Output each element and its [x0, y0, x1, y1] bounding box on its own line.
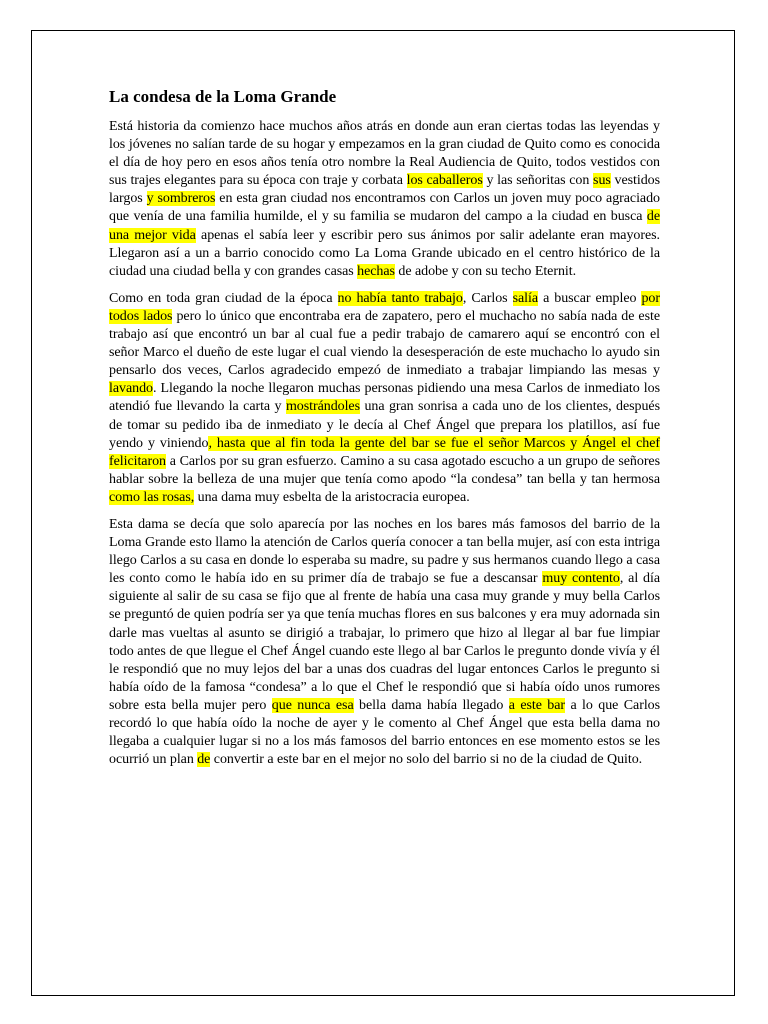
- highlighted-text: hechas: [357, 263, 395, 279]
- highlighted-text: los caballeros: [406, 173, 483, 189]
- paragraph-1: [109, 118, 660, 281]
- highlighted-text: no había tanto trabajo: [337, 290, 463, 306]
- text-run: a lo que Carlos recordó lo que había oído la noche de ayer y le comento al Chef Ángel que esta bella dama no llegaba a cualquier lugar si no a los más famosos del barrio entonces en ese momento estos se les ocurrió un plan: [109, 697, 661, 768]
- text-run: apenas el sabía leer y escribir pero sus ánimos por salir adelante eran mayores. Llegaron así a un a barrio conocido como La Loma Grande ubicado en el centro histórico de la ciudad una ciudad bella y con grandes casas: [109, 227, 660, 279]
- document-content: [109, 87, 660, 778]
- text-run: Esta dama se decía que solo aparecía por las noches en los bares más famosos del barrio de la Loma Grande esto llamo la atención de Carlos quería conocer a tan bella mujer, así con esta intriga llego Carlos a su casa en donde lo esperaba su madre, su padre y sus hermanos cuando llego a casa les conto como le había ido en su primer día de trabajo se fue a descansar: [109, 516, 660, 587]
- highlighted-text: que nunca esa: [271, 697, 354, 713]
- text-run: a buscar empleo: [538, 290, 642, 306]
- highlighted-text: a este bar: [508, 697, 566, 713]
- highlighted-text: por todos lados: [109, 290, 660, 324]
- highlighted-text: sus: [593, 173, 611, 189]
- highlighted-text: como las rosas,: [109, 489, 195, 505]
- text-run: . Llegando la noche llegaron muchas personas pidiendo una mesa Carlos de inmediato los atendió fue llevando la carta y: [109, 381, 660, 415]
- text-run: convertir a este bar en el mejor no solo del barrio si no de la ciudad de Quito.: [210, 752, 643, 768]
- paragraph-3: [109, 516, 660, 769]
- highlighted-text: , hasta que al fin toda la gente del bar se fue el señor Marcos y Ángel el chef felicitaron: [109, 435, 660, 469]
- text-run: a Carlos por su gran esfuerzo. Camino a su casa agotado escucho a un grupo de señores hablar sobre la belleza de una mujer que tenía como apodo “la condesa” tan bella y tan hermosa: [109, 453, 660, 487]
- highlighted-text: de: [197, 752, 211, 768]
- text-run: Como en toda gran ciudad de la época: [109, 290, 338, 306]
- document-title: La condesa de la Loma Grande: [109, 87, 337, 106]
- text-run: de adobe y con su techo Eternit.: [394, 263, 577, 279]
- text-run: , Carlos: [462, 290, 513, 306]
- text-run: una dama muy esbelta de la aristocracia europea.: [194, 489, 470, 505]
- highlighted-text: mostrándoles: [285, 399, 360, 415]
- text-run: y las señoritas con: [482, 173, 594, 189]
- highlighted-text: lavando: [109, 381, 153, 397]
- text-run: pero lo único que encontraba era de zapatero, pero el muchacho no sabía nada de este trabajo así que encontró un bar al cual fue a pedir trabajo de camarero aquí se encontró con el señor Marco el dueño de este lugar el cual viendo la desesperación de este muchacho lo ayudo sin pensarlo dos veces, Carlos agradecido empezó de inmediato a trabajar limpiando las mesas y: [109, 308, 660, 379]
- text-run: vestidos largos: [109, 173, 660, 207]
- highlighted-text: de una mejor vida: [109, 209, 660, 243]
- text-run: en esta gran ciudad nos encontramos con Carlos un joven muy poco agraciado que venía de una familia humilde, el y su familia se mudaron del campo a la ciudad en busca: [109, 191, 660, 225]
- paragraph-2: [109, 290, 660, 507]
- text-run: Está historia da comienzo hace muchos años atrás en donde aun eran ciertas todas las leyendas y los jóvenes no salían tarde de su hogar y empezamos en la gran ciudad de Quito como es conocida el día de hoy pero en esos años tenía otro nombre la Real Audiencia de Quito, todos vestidos con sus trajes elegantes para su época con traje y corbata: [109, 119, 660, 189]
- text-run: una gran sonrisa a cada uno de los clientes, después de tomar su pedido iba de inmediato y le decía al Chef Ángel que prepara los platillos, así fue yendo y viniendo: [109, 399, 660, 451]
- highlighted-text: y sombreros: [146, 191, 216, 207]
- text-run: , al día siguiente al salir de su casa se fijo que al frente de había una casa muy grande y muy bella Carlos se preguntó de quien podría ser ya que tenía muchas flores en sus balcones y era muy adornada sin darle mas vueltas al asunto se dirigió a trabajar, lo primero que hizo al llegar al bar fue limpiar todo antes de que llegue el Chef Ángel cuando este llego al bar Carlos le pregunto donde vivía y él le respondió que no muy lejos del bar a unas dos cuadras del lugar entonces Carlos le pregunto si había oído de la famosa “condesa” a lo que el Chef le respondió que si había oído unos rumores sobre esta bella mujer pero: [109, 571, 660, 713]
- highlighted-text: muy contento: [542, 571, 620, 587]
- document-page: [31, 30, 735, 996]
- text-run: bella dama había llegado: [353, 697, 509, 713]
- paragraph-container: [109, 118, 660, 769]
- highlighted-text: salía: [512, 290, 539, 306]
